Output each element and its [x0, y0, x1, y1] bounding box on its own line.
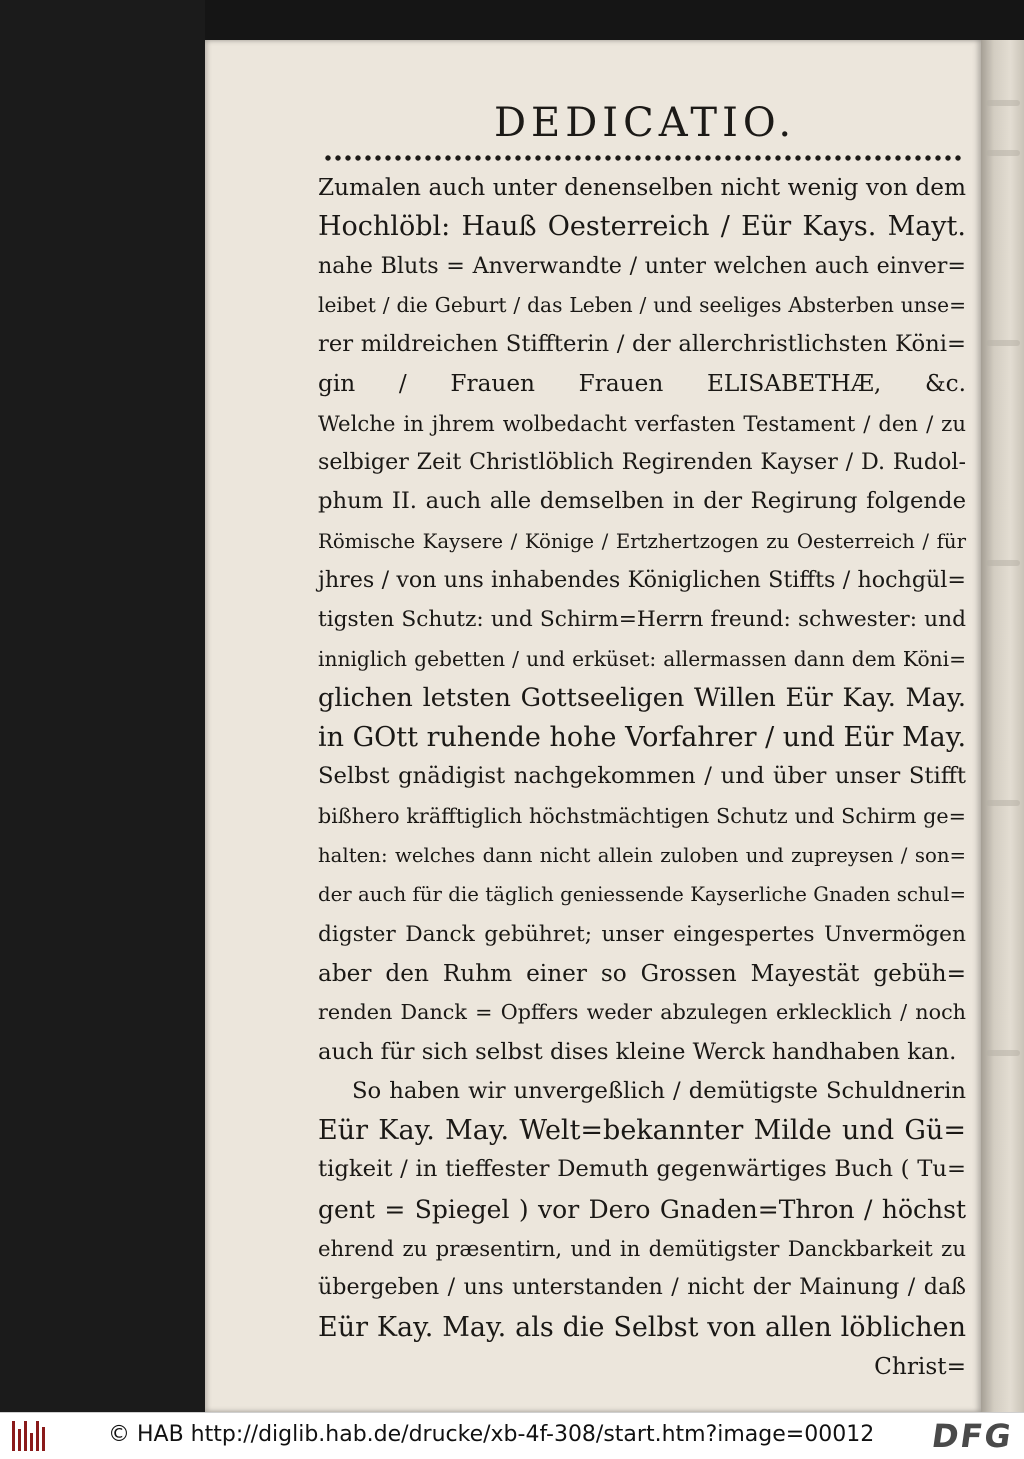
source-link[interactable]: © HAB http://diglib.hab.de/drucke/xb-4f-308/start.htm?image=00012 [108, 1422, 875, 1447]
text-line: in GOtt ruhende hohe Vorfahrer / und Eür May. [318, 722, 967, 754]
text-line: Zumalen auch unter denenselben nicht wenig von dem [318, 174, 966, 201]
page-title: DEDICATIO. [493, 100, 797, 146]
text-line: gin / Frauen Frauen ELISABETHÆ, &c. [318, 370, 966, 398]
text-line: tigkeit / in tieffester Demuth gegenwärtiges Buch ( Tu= [318, 1156, 966, 1183]
text-line: phum II. auch alle demselben in der Regirung folgende [318, 488, 966, 515]
adjacent-page-edge [978, 40, 1024, 1412]
text-line: selbiger Zeit Christlöblich Regirenden Kayser / D. Rudol- [318, 449, 966, 476]
text-line: rer mildreichen Stiffterin / der allerchristlichsten Köni= [318, 331, 966, 358]
text-line: glichen letsten Gottseeligen Willen Eür Kay. May. [318, 682, 966, 713]
ornament-rule [323, 152, 963, 164]
dfg-logo: DFG [929, 1417, 1016, 1455]
text-line: Selbst gnädigist nachgekommen / und über unser Stifft [318, 763, 966, 790]
book-page [205, 40, 981, 1412]
text-line: Welche in jhrem wolbedacht verfasten Testament / den / zu [318, 410, 966, 436]
text-line: bißhero kräfftiglich höchstmächtigen Schutz und Schirm ge= [318, 803, 966, 828]
text-line: auch für sich selbst dises kleine Werck handhaben kan. [318, 1038, 957, 1065]
viewer-footer [0, 1412, 1024, 1459]
hab-logo-icon [12, 1421, 46, 1451]
catchword: Christ= [874, 1352, 966, 1380]
text-line: renden Danck = Opffers weder abzulegen erklecklich / noch [318, 1000, 966, 1025]
text-line: übergeben / uns unterstanden / nicht der Mainung / daß [318, 1274, 966, 1301]
text-line: halten: welches dann nicht allein zuloben und zupreysen / son= [318, 844, 966, 868]
text-line: nahe Bluts = Anverwandte / unter welchen auch einver= [318, 252, 966, 279]
text-line: ehrend zu præsentirn, und in demütigster Danckbarkeit zu [318, 1236, 966, 1262]
text-line: So haben wir unvergeßlich / demütigste Schuldnerin [352, 1077, 966, 1104]
text-line: leibet / die Geburt / das Leben / und seeliges Absterben unse= [318, 292, 966, 317]
text-line: aber den Ruhm einer so Grossen Mayestät gebüh= [318, 959, 966, 987]
text-line: Eür Kay. May. als die Selbst von allen löblichen [318, 1311, 966, 1343]
text-line: Römische Kaysere / Könige / Ertzhertzogen zu Oesterreich / für [318, 529, 966, 553]
text-line: tigsten Schutz: und Schirm=Herrn freund: schwester: und [318, 607, 966, 633]
body-text [318, 168, 966, 1386]
text-line: Hochlöbl: Hauß Oesterreich / Eür Kays. Mayt. [318, 211, 966, 243]
scan-background-left [0, 0, 205, 1412]
text-line: jhres / von uns inhabendes Königlichen Stiffts / hochgül= [318, 566, 966, 593]
text-line: inniglich gebetten / und erküset: allermassen dann dem Köni= [318, 646, 966, 671]
text-line: Eür Kay. May. Welt=bekannter Milde und Gü= [318, 1115, 966, 1147]
text-line: digster Danck gebühret; unser eingespertes Unvermögen [318, 921, 966, 947]
text-line: gent = Spiegel ) vor Dero Gnaden=Thron / höchst [318, 1194, 966, 1224]
text-line: der auch für die täglich geniessende Kayserliche Gnaden schul= [318, 883, 966, 907]
